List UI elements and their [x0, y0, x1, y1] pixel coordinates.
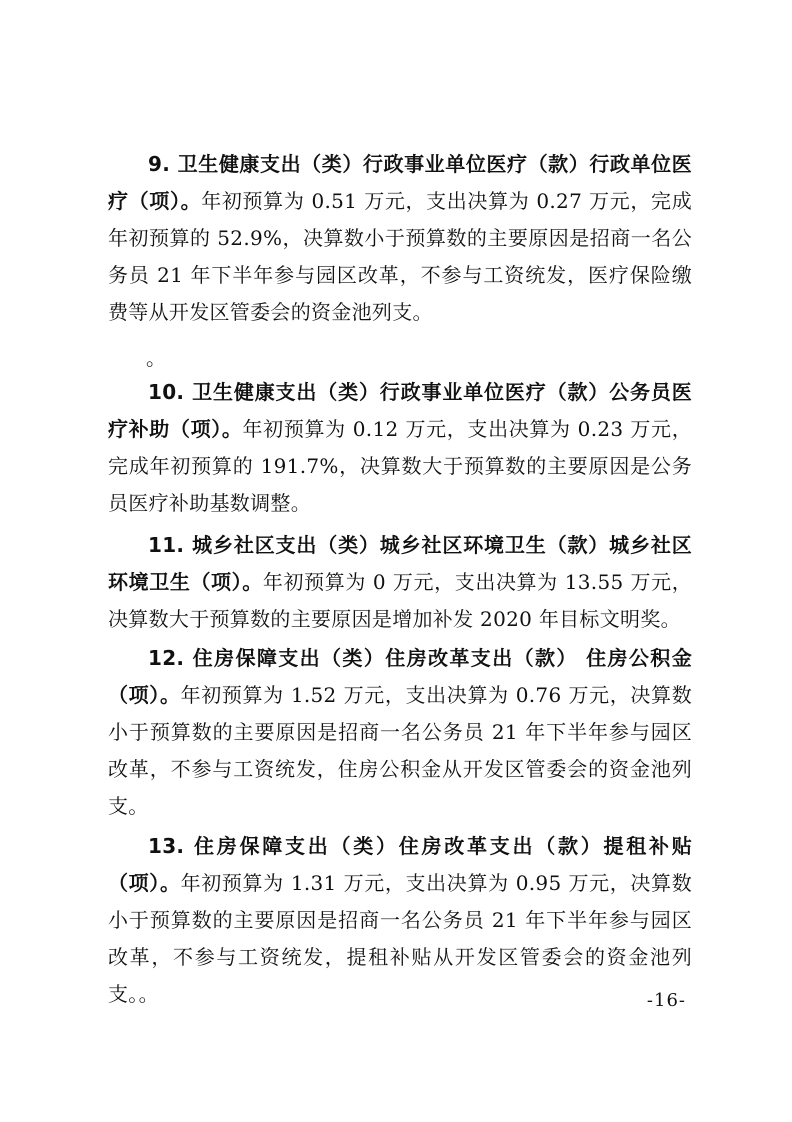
item-body: 年初预算为 0.12 万元，支出决算为 0.23 万元，完成年初预算的 191.7%，决算数大于预算数的主要原因是公务员医疗补助基数调整。	[108, 417, 692, 515]
item-heading: 11. 城乡社区支出（类）城乡社区环境卫生（款）城乡社区环境卫生（项）。	[108, 533, 692, 594]
paragraph-item-11	[108, 527, 692, 638]
item-body: 年初预算为 0 万元，支出决算为 13.55 万元，决算数大于预算数的主要原因是增加补发 2020 年目标文明奖。	[108, 570, 692, 631]
item-body: 年初预算为 1.52 万元，支出决算为 0.76 万元，决算数小于预算数的主要原因是招商一名公务员 21 年下半年参与园区改革，不参与工资统发，住房公积金从开发区管委会的资金池列支。	[108, 683, 693, 818]
item-heading: 12. 住房保障支出（类）住房改革支出（款） 住房公积金（项）。	[108, 646, 692, 707]
paragraph-item-12	[108, 640, 692, 825]
stray-period: 。	[146, 346, 166, 370]
item-body: 年初预算为 1.31 万元，支出决算为 0.95 万元，决算数小于预算数的主要原因是招商一名公务员 21 年下半年参与园区改革，不参与工资统发，提租补贴从开发区管委会的资金池列支。。	[108, 871, 693, 1006]
paragraph-item-10	[108, 374, 692, 522]
paragraph-item-9	[108, 146, 692, 331]
page-number: -16-	[646, 990, 686, 1011]
paragraph-item-13	[108, 828, 692, 1013]
item-heading: 9. 卫生健康支出（类）行政事业单位医疗（款）行政单位医疗（项）。	[108, 152, 692, 213]
item-heading: 13. 住房保障支出（类）住房改革支出（款）提租补贴（项）。	[108, 834, 692, 895]
item-heading: 10. 卫生健康支出（类）行政事业单位医疗（款）公务员医疗补助（项）。	[108, 380, 692, 441]
item-body: 年初预算为 0.51 万元，支出决算为 0.27 万元，完成年初预算的 52.9%，决算数小于预算数的主要原因是招商一名公务员 21 年下半年参与园区改革，不参与工资统发，医疗保险缴费等从开发区管委会的资金池列支。	[108, 189, 692, 324]
